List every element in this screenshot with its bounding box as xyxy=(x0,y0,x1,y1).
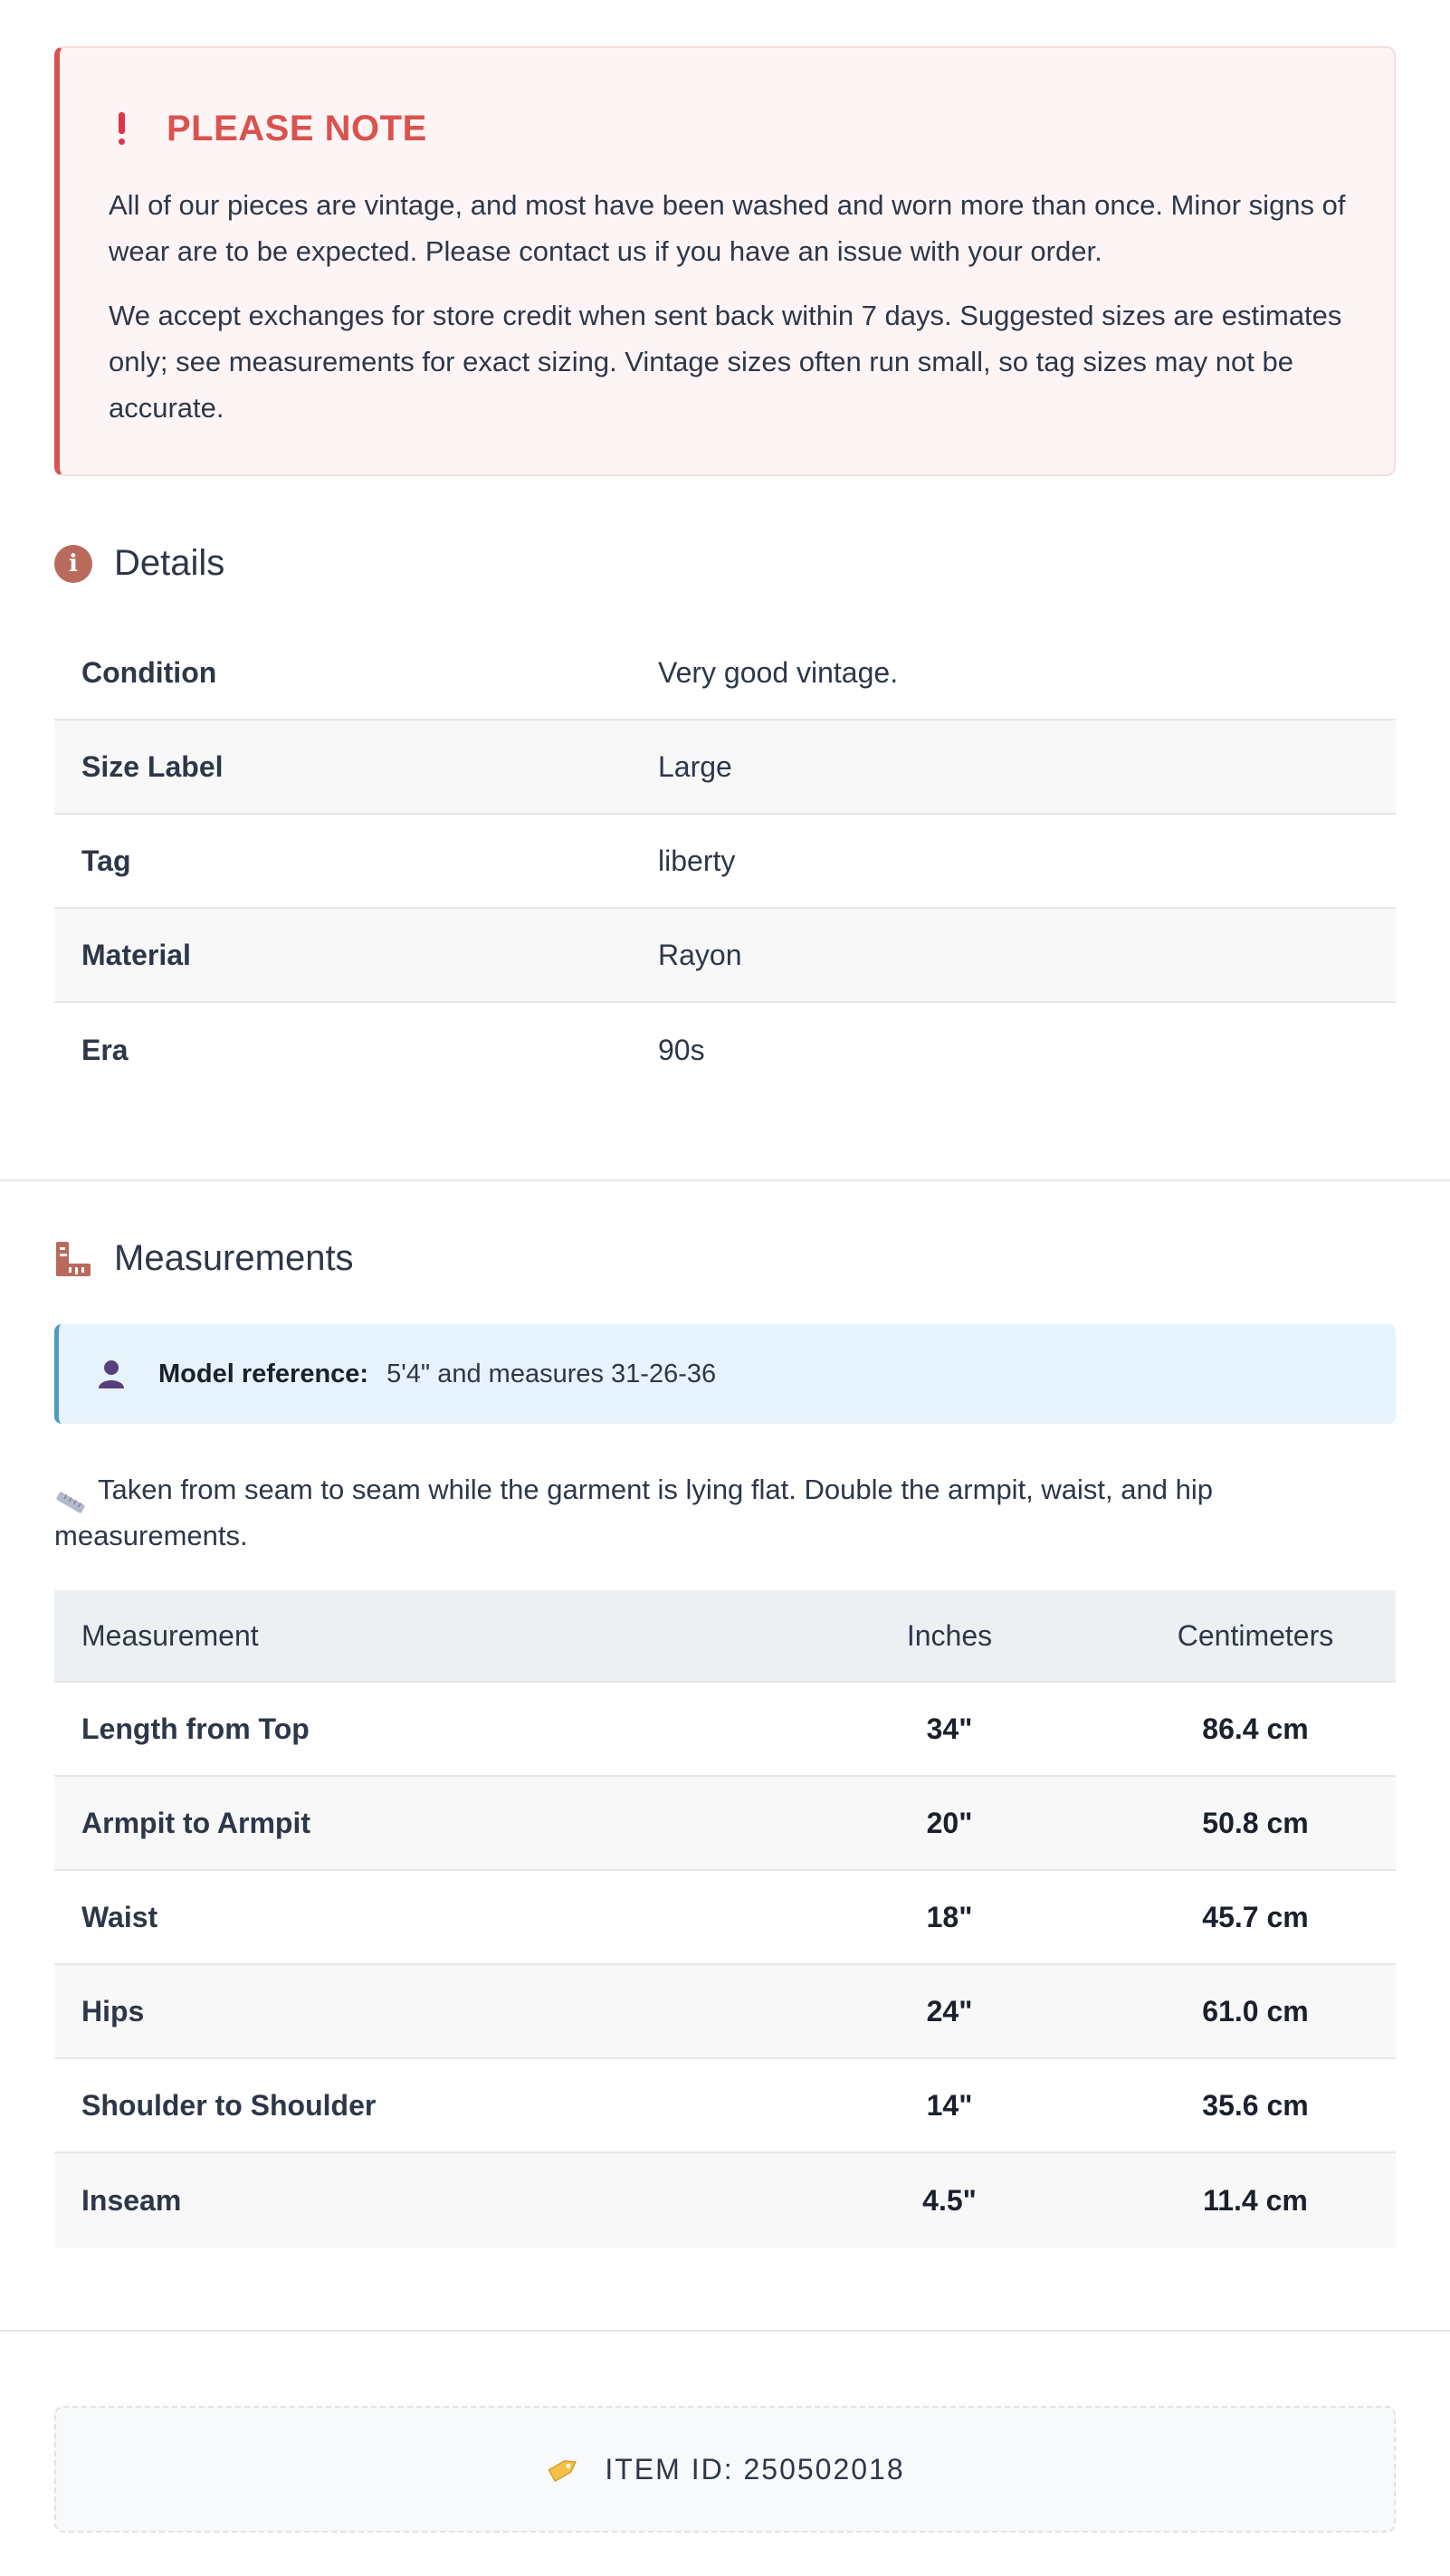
details-label: Condition xyxy=(81,655,217,689)
measurement-cm: 45.7 cm xyxy=(1202,1900,1309,1933)
details-label: Era xyxy=(81,1033,129,1066)
item-id-box xyxy=(54,2406,1396,2533)
measurement-inches: 34" xyxy=(926,1712,973,1745)
details-label: Tag xyxy=(81,844,131,877)
model-reference-label: Model reference: xyxy=(158,1359,369,1388)
note-paragraph-1: All of our pieces are vintage, and most have been washed and worn more than once. Minor signs of wear are to be expected. Please contact us if you have an issue with your order. xyxy=(109,189,1346,267)
exclamation-icon xyxy=(112,112,130,145)
table-row xyxy=(54,1965,1396,2059)
details-value: Rayon xyxy=(658,938,742,971)
item-id-text: ITEM ID: 250502018 xyxy=(605,2452,905,2485)
measurement-cm: 86.4 cm xyxy=(1202,1712,1309,1745)
details-row xyxy=(54,815,1396,909)
please-note-box xyxy=(54,46,1396,476)
measurement-name: Shoulder to Shoulder xyxy=(81,2088,377,2122)
info-icon: i xyxy=(54,545,92,583)
table-row xyxy=(54,2153,1396,2247)
measurement-name: Inseam xyxy=(81,2183,182,2217)
details-row xyxy=(54,1003,1396,1097)
measurement-cm: 61.0 cm xyxy=(1202,1994,1309,2027)
measurement-inches: 18" xyxy=(926,1900,973,1933)
tag-icon xyxy=(545,2451,581,2487)
details-value: Large xyxy=(658,749,732,783)
measurement-note xyxy=(54,1466,1358,1559)
measurement-note-text: Taken from seam to seam while the garment is lying flat. Double the armpit, waist, and hip measurements. xyxy=(54,1474,1213,1551)
details-row xyxy=(54,626,1396,720)
header-measurement: Measurement xyxy=(81,1618,259,1652)
details-table xyxy=(54,626,1396,1097)
note-title: PLEASE NOTE xyxy=(167,108,427,148)
measurement-inches: 4.5" xyxy=(922,2183,977,2217)
measurement-name: Hips xyxy=(81,1994,145,2027)
person-icon xyxy=(95,1358,128,1390)
measurement-cm: 11.4 cm xyxy=(1203,2183,1308,2217)
measurement-inches: 24" xyxy=(926,1994,973,2027)
pencil-icon xyxy=(54,1483,87,1501)
section-divider xyxy=(0,2330,1450,2332)
header-centimeters: Centimeters xyxy=(1177,1618,1334,1652)
table-row xyxy=(54,1871,1396,1965)
header-inches: Inches xyxy=(906,1618,993,1652)
measurement-inches: 20" xyxy=(926,1806,973,1839)
measurement-name: Waist xyxy=(81,1900,158,1933)
details-value: Very good vintage. xyxy=(658,655,899,689)
measurement-cm: 35.6 cm xyxy=(1202,2088,1309,2122)
measurement-name: Length from Top xyxy=(81,1712,310,1745)
table-header xyxy=(54,1590,1396,1683)
measurement-inches: 14" xyxy=(926,2088,973,2122)
model-reference-box xyxy=(54,1324,1396,1424)
note-paragraph-2: We accept exchanges for store credit when sent back within 7 days. Suggested sizes are estimates only; see measurements for exact sizing. Vintage sizes often run small, so tag sizes may not be accurate. xyxy=(109,300,1342,424)
details-header xyxy=(54,543,224,584)
measurement-cm: 50.8 cm xyxy=(1202,1806,1309,1839)
table-row xyxy=(54,1777,1396,1871)
section-divider xyxy=(0,1179,1450,1181)
details-title: Details xyxy=(114,543,225,583)
details-value: 90s xyxy=(658,1033,705,1066)
details-value: liberty xyxy=(658,844,736,877)
table-row xyxy=(54,2059,1396,2153)
measurements-header xyxy=(54,1238,354,1279)
ruler-icon xyxy=(54,1240,92,1278)
details-row xyxy=(54,720,1396,815)
table-row xyxy=(54,1683,1396,1777)
measurements-table xyxy=(54,1590,1396,2247)
details-row xyxy=(54,909,1396,1003)
measurements-title: Measurements xyxy=(114,1238,354,1278)
measurement-name: Armpit to Armpit xyxy=(81,1806,311,1839)
note-header xyxy=(112,108,427,149)
model-reference-value: 5'4" and measures 31-26-36 xyxy=(386,1359,717,1388)
details-label: Size Label xyxy=(81,749,224,783)
details-label: Material xyxy=(81,938,191,971)
